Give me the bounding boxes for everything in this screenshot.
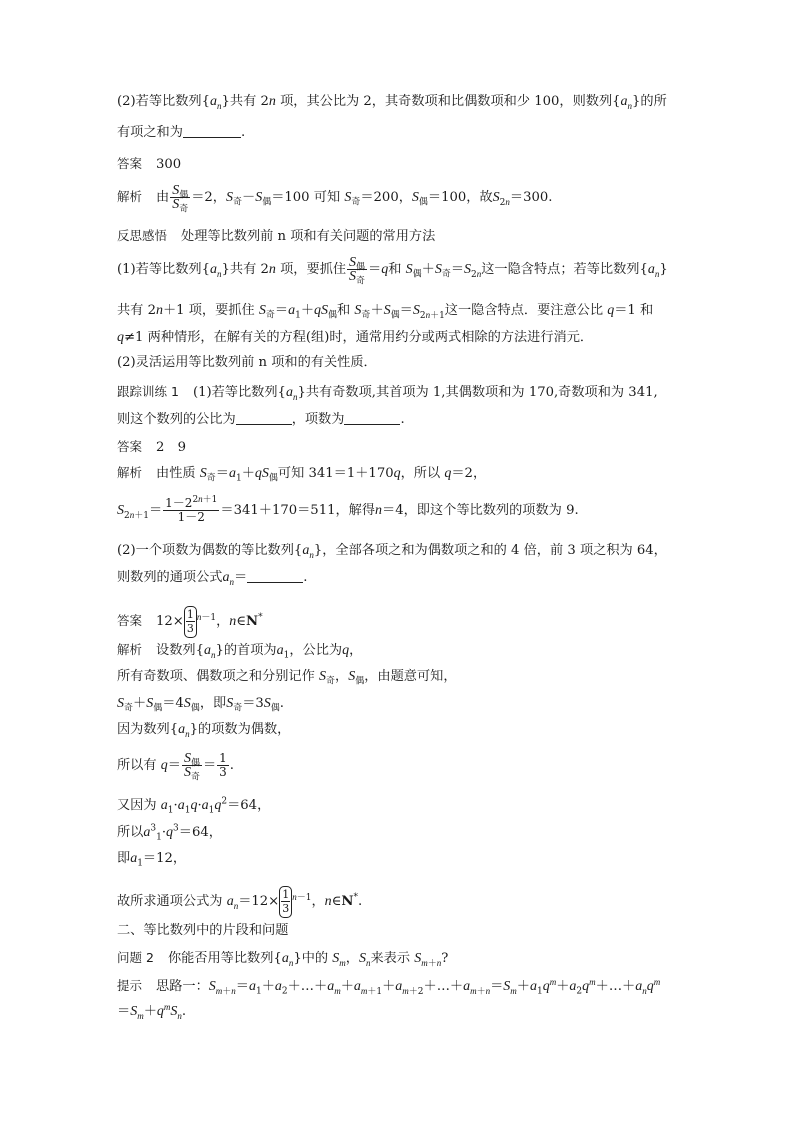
question-line: 问题 2 你能否用等比数列$\{a_n\}$中的 $S_m$，$S_n$来表示 $S_{m+n}$? (117, 950, 449, 969)
analysis-line: 解析 由性质 $S_奇=a_1+qS_偶$可知 341＝1＋170q，所以 q＝2， (117, 465, 487, 484)
answer-blank (344, 411, 400, 425)
exercise-line: 跟踪训练 1 (1)若等比数列$\{a_n\}$共有奇数项,其首项为 1,其偶数项和为 170,奇数项和为 341, (117, 384, 658, 402)
analysis-line: $S_{2n+1}=$ $\frac{1-2^{2n+1}}{1-2}$ ＝341＋170＝511，解得n＝4，即这个等比数列的项数为 9. (117, 494, 579, 524)
answer-blank (247, 569, 303, 583)
analysis-line: 所有奇数项、偶数项之和分别记作 $S_奇$，$S_偶$，由题意可知， (117, 669, 457, 687)
exercise-line: (2)一个项数为偶数的等比数列$\{a_n\}$，全部各项之和为偶数项之和的 4 倍，前 3 项之积为 64， (117, 543, 667, 560)
analysis-line: 解析 设数列$\{a_n\}$的首项为$a_1$，公比为q， (117, 642, 363, 661)
answer-blank (183, 124, 241, 138)
reflection-line: (1)若等比数列$\{a_n\}$共有 2n 项，要抓住 $\frac{S_偶}{S_奇}$ ＝q和 $S_偶+S_奇=S_{2n}$这一隐含特点；若等比数列$\{a_n\}$ (117, 255, 668, 287)
reflection-heading: 反思感悟 处理等比数列前 n 项和有关问题的常用方法 (117, 228, 436, 244)
analysis-line: 故所求通项公式为 $a_n=12\times$ $\frac{1}{3}$ $^{n-1}$，n∈N*. (117, 884, 362, 920)
analysis-line: 即$a_1=12$， (117, 851, 187, 869)
question-line: 有项之和为 . (117, 125, 246, 140)
section-heading: 二、等比数列中的片段和问题 (117, 923, 289, 938)
analysis-line: 因为数列$\{a_n\}$的项数为偶数， (117, 722, 291, 739)
exercise-line: 则这个数列的公比为 ，项数为 . (117, 412, 405, 427)
analysis-line: 所以$a^3_1\cdot q^3=64$， (117, 823, 222, 843)
analysis-line: 又因为 $a_1\cdot a_1q\cdot a_1q^2=64$， (117, 796, 271, 816)
reflection-line: 共有 2n＋1 项，要抓住 $S_奇=a_1+qS_偶$和 $S_奇+S_偶=S_{2n+1}$这一隐含特点．要注意公比 q＝1 和 (117, 303, 654, 321)
question-line: (2)若等比数列$\{a_n\}$共有 2n 项，其公比为 2，其奇数项和比偶数项和少 100，则数列$\{a_n\}$的所 (117, 94, 667, 111)
analysis-line: 所以有 q＝ $\frac{S_偶}{S_奇}$ ＝ $\frac{1}{3}$ . (117, 751, 234, 783)
reflection-line: q≠1 两种情形，在解有关的方程(组)时，通常用约分或两式相除的方法进行消元． (117, 330, 594, 345)
answer-line: 答案 12× $\frac{1}{3}$ $^{n-1}$，n∈N* (117, 603, 263, 640)
hint-line: 提示 思路一：$S_{m+n}=a_1+a_2+\dots+a_m+a_{m+1}+a_{m+2}+\dots+a_{m+n}=S_m+a_1q^m+a_2q^m+\dots+a_nq^m$ (117, 976, 661, 997)
analysis-line: 解析 由 $\frac{S_偶}{S_奇}$ ＝2，$S_奇-S_偶=100$ 可知 $S_奇=200$，$S_偶=100$，故$S_{2n}=300$. (117, 183, 553, 215)
answer-line: 答案 2 9 (117, 439, 186, 455)
reflection-line: (2)灵活运用等比数列前 n 项和的有关性质． (117, 355, 377, 370)
hint-line: $=S_m+q^mS_n$. (117, 1001, 187, 1021)
exercise-line: 则数列的通项公式$a_n=$ . (117, 570, 308, 587)
answer-blank (236, 411, 292, 425)
analysis-line: $S_奇+S_偶=4S_偶$，即$S_奇=3S_偶$. (117, 696, 284, 714)
answer-line: 答案 300 (117, 156, 182, 172)
